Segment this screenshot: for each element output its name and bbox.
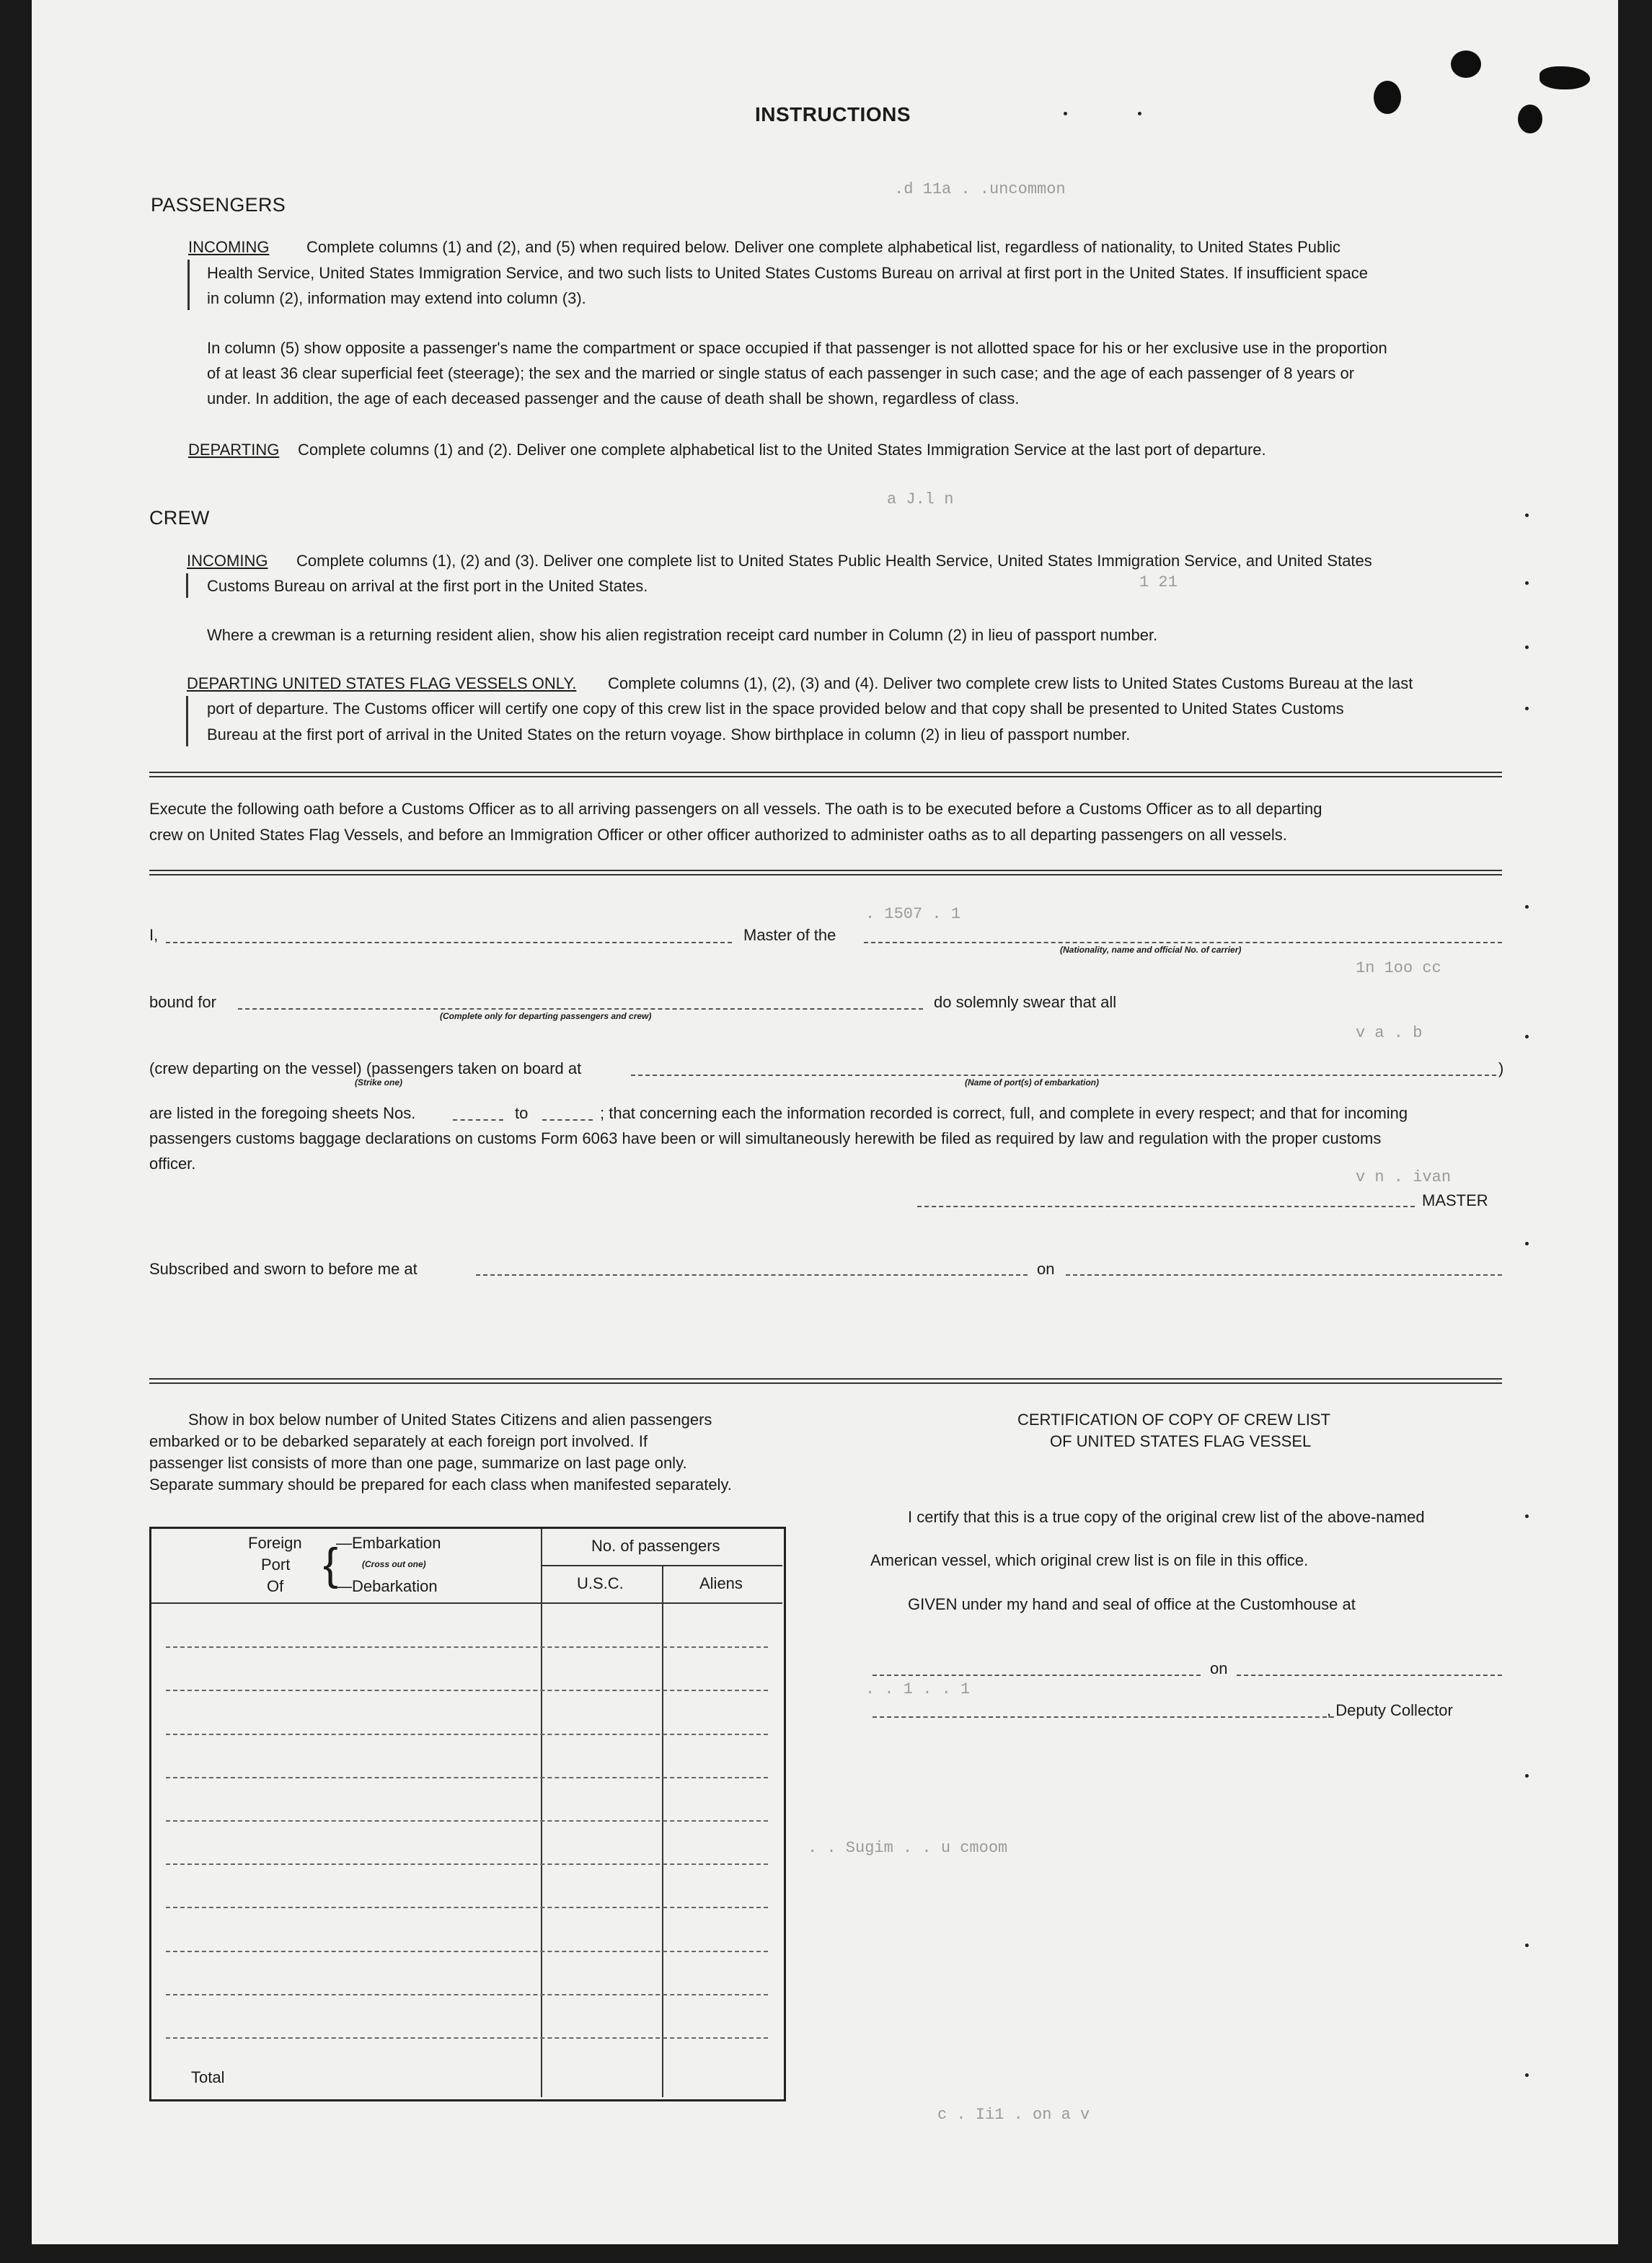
table-row[interactable] (166, 1951, 768, 1952)
speck (1525, 581, 1529, 585)
passengers-departing-text: Complete columns (1) and (2). Deliver one complete alphabetical list to the United States Immigration Service at the last port of departure. (298, 441, 1266, 459)
table-header-port: Port (261, 1556, 291, 1574)
certification-heading: CERTIFICATION OF COPY OF CREW LIST (1017, 1411, 1330, 1429)
table-row[interactable] (166, 1690, 768, 1691)
table-divider (542, 1565, 782, 1566)
summary-instruction-line: embarked or to be debarked separately at each foreign port involved. If (149, 1432, 648, 1450)
on-label: on (1037, 1260, 1055, 1278)
table-header-usc: U.S.C. (577, 1574, 624, 1592)
master-of-the-label: Master of the (743, 926, 836, 944)
deputy-collector-label: , Deputy Collector (1327, 1701, 1453, 1719)
brace-icon: { (323, 1540, 338, 1589)
speck (1525, 1774, 1529, 1778)
speck (1525, 645, 1529, 649)
table-header-aliens: Aliens (699, 1574, 743, 1592)
crew-departing-line: Complete columns (1), (2), (3) and (4). Deliver two complete crew lists to United States Customs Bureau at the last (608, 674, 1413, 692)
certification-heading: OF UNITED STATES FLAG VESSEL (1050, 1432, 1312, 1450)
bleed-through-text: c . Ii1 . on a v (937, 2106, 1090, 2124)
double-rule (149, 772, 1502, 777)
table-row[interactable] (166, 1994, 768, 1995)
speck (1525, 1035, 1529, 1038)
oath-i-label: I, (149, 926, 159, 944)
customhouse-place-field[interactable] (873, 1675, 1201, 1676)
bound-for-label: bound for (149, 993, 216, 1011)
table-header-embarkation: —Embarkation (336, 1534, 441, 1552)
ink-blot (1374, 81, 1401, 114)
sheet-from-field[interactable] (453, 1119, 503, 1121)
nationality-caption: (Nationality, name and official No. of carrier) (1060, 945, 1242, 955)
summary-instruction-line: passenger list consists of more than one page, summarize on last page only. (149, 1454, 687, 1472)
column5-instruction-line: of at least 36 clear superficial feet (steerage); the sex and the married or single status of each passenger in such case; and the age of each passenger of 8 years or (207, 364, 1355, 382)
port-of-embarkation-field[interactable] (631, 1075, 1496, 1076)
page-title: INSTRUCTIONS (755, 103, 911, 125)
bound-for-caption: (Complete only for departing passengers and crew) (440, 1011, 652, 1021)
table-row[interactable] (166, 1734, 768, 1735)
oath-instruction-line: crew on United States Flag Vessels, and before an Immigration Officer or other officer authorized to administer oaths as to all departing passengers on all vessels. (149, 826, 1287, 844)
subscribed-label: Subscribed and sworn to before me at (149, 1260, 418, 1278)
passengers-incoming-line: Health Service, United States Immigration Service, and two such lists to United States Customs Bureau on arrival at first port in the United States. If insufficient space (207, 264, 1369, 282)
sworn-place-field[interactable] (476, 1274, 1028, 1276)
table-row[interactable] (166, 1907, 768, 1908)
bleed-through-text: . 1507 . 1 (865, 905, 961, 923)
vessel-name-field[interactable] (864, 942, 1502, 943)
master-name-field[interactable] (166, 942, 732, 943)
master-signature-field[interactable] (917, 1206, 1415, 1207)
passengers-incoming-line: in column (2), information may extend into column (3). (207, 289, 586, 307)
table-header-rule (151, 1602, 782, 1604)
speck (1525, 1944, 1529, 1947)
ink-blot (1451, 50, 1481, 78)
double-rule (149, 1378, 1502, 1384)
passengers-heading: PASSENGERS (151, 194, 286, 216)
oath-instruction-line: Execute the following oath before a Customs Officer as to all arriving passengers on all vessels. The oath is to be executed before a Customs Officer as to all departing (149, 800, 1322, 818)
table-row[interactable] (166, 1820, 768, 1822)
speck (1525, 707, 1529, 710)
speck (1525, 1514, 1529, 1518)
crew-departing-line: port of departure. The Customs officer will certify one copy of this crew list in the space provided below and that copy shall be presented to United States Customs (207, 700, 1344, 718)
bleed-through-text: 1 21 (1139, 573, 1178, 591)
table-total-label: Total (191, 2068, 225, 2086)
certification-on-label: on (1210, 1659, 1228, 1677)
column5-instruction-line: In column (5) show opposite a passenger's name the compartment or space occupied if that passenger is not allotted space for his or her exclusive use in the proportion (207, 339, 1387, 357)
oath-line: officer. (149, 1155, 196, 1173)
ink-blot (1540, 66, 1590, 89)
table-row[interactable] (166, 1863, 768, 1865)
deputy-collector-signature-field[interactable] (873, 1716, 1334, 1718)
crew-passengers-strike-label: (crew departing on the vessel) (passengers taken on board at (149, 1059, 582, 1077)
port-caption: (Name of port(s) of embarkation) (965, 1077, 1100, 1088)
double-rule (149, 870, 1502, 875)
speck (1064, 112, 1067, 115)
table-row[interactable] (166, 2037, 768, 2039)
bleed-through-text: . . 1 . . 1 (865, 1680, 971, 1698)
summary-instruction-line: Separate summary should be prepared for each class when manifested separately. (149, 1475, 732, 1494)
listed-suffix: ; that concerning each the information recorded is correct, full, and complete in every respect; and that for incoming (600, 1104, 1408, 1122)
crew-incoming-line: Customs Bureau on arrival at the first port in the United States. (207, 577, 648, 595)
listed-prefix: are listed in the foregoing sheets Nos. (149, 1104, 416, 1122)
bleed-through-text: v n . ivan (1356, 1168, 1452, 1186)
bracket (187, 260, 190, 310)
crew-departing-label: DEPARTING UNITED STATES FLAG VESSELS ONLY. (187, 674, 577, 692)
to-label: to (515, 1104, 529, 1122)
ink-blot (1518, 105, 1542, 133)
certification-line: GIVEN under my hand and seal of office at the Customhouse at (908, 1595, 1356, 1613)
table-header-no-of-passengers: No. of passengers (591, 1537, 720, 1555)
bleed-through-text: . . Sugim . . u cmoom (808, 1839, 1008, 1857)
speck (1525, 2073, 1529, 2077)
table-row[interactable] (166, 1777, 768, 1778)
certification-date-field[interactable] (1237, 1675, 1502, 1676)
swear-text: do solemnly swear that all (934, 993, 1117, 1011)
speck (1525, 513, 1529, 517)
summary-instruction-line: Show in box below number of United States Citizens and alien passengers (188, 1411, 712, 1429)
crew-incoming-line: Complete columns (1), (2) and (3). Deliver one complete list to United States Public Health Service, United States Immigration Service, and United States (296, 552, 1372, 570)
passengers-incoming-label: INCOMING (188, 238, 270, 256)
bound-for-field[interactable] (238, 1008, 923, 1010)
bleed-through-text: v a . b (1356, 1024, 1423, 1042)
crew-departing-line: Bureau at the first port of arrival in the United States on the return voyage. Show birthplace in column (2) in lieu of passport number. (207, 725, 1131, 744)
table-divider (541, 1529, 542, 2097)
table-header-of: Of (267, 1577, 284, 1595)
crew-incoming-label: INCOMING (187, 552, 268, 570)
table-row[interactable] (166, 1646, 768, 1648)
close-paren: ) (1498, 1059, 1504, 1077)
table-header-foreign: Foreign (248, 1534, 302, 1552)
table-header-debarkation: —Debarkation (336, 1577, 438, 1595)
sheet-to-field[interactable] (542, 1119, 593, 1121)
speck (1525, 1242, 1529, 1245)
crew-heading: CREW (149, 507, 210, 529)
bleed-through-text: .d 11a . .uncommon (894, 180, 1066, 198)
certification-line: American vessel, which original crew list is on file in this office. (870, 1551, 1309, 1569)
bracket (186, 696, 188, 746)
strike-one-caption: (Strike one) (355, 1077, 403, 1088)
speck (1525, 905, 1529, 909)
master-label: MASTER (1422, 1191, 1488, 1209)
speck (1138, 112, 1141, 115)
passengers-departing-label: DEPARTING (188, 441, 280, 459)
table-header-cross-out: (Cross out one) (362, 1559, 426, 1569)
bleed-through-text: 1n 1oo cc (1356, 959, 1441, 977)
sworn-date-field[interactable] (1066, 1274, 1502, 1276)
bracket (186, 573, 188, 598)
passenger-summary-table (149, 1527, 786, 2101)
certification-line: I certify that this is a true copy of the original crew list of the above-named (908, 1508, 1425, 1526)
crew-resident-alien-text: Where a crewman is a returning resident alien, show his alien registration receipt card number in Column (2) in lieu of passport number. (207, 626, 1158, 644)
oath-line: passengers customs baggage declarations on customs Form 6063 have been or will simultaneously herewith be filed as required by law and regulation with the proper customs (149, 1129, 1382, 1147)
bleed-through-text: a J.l n (887, 490, 954, 508)
column5-instruction-line: under. In addition, the age of each deceased passenger and the cause of death shall be shown, regardless of class. (207, 389, 1020, 407)
passengers-incoming-line: Complete columns (1) and (2), and (5) when required below. Deliver one complete alphabetical list, regardless of nationality, to United States Public (306, 238, 1341, 256)
